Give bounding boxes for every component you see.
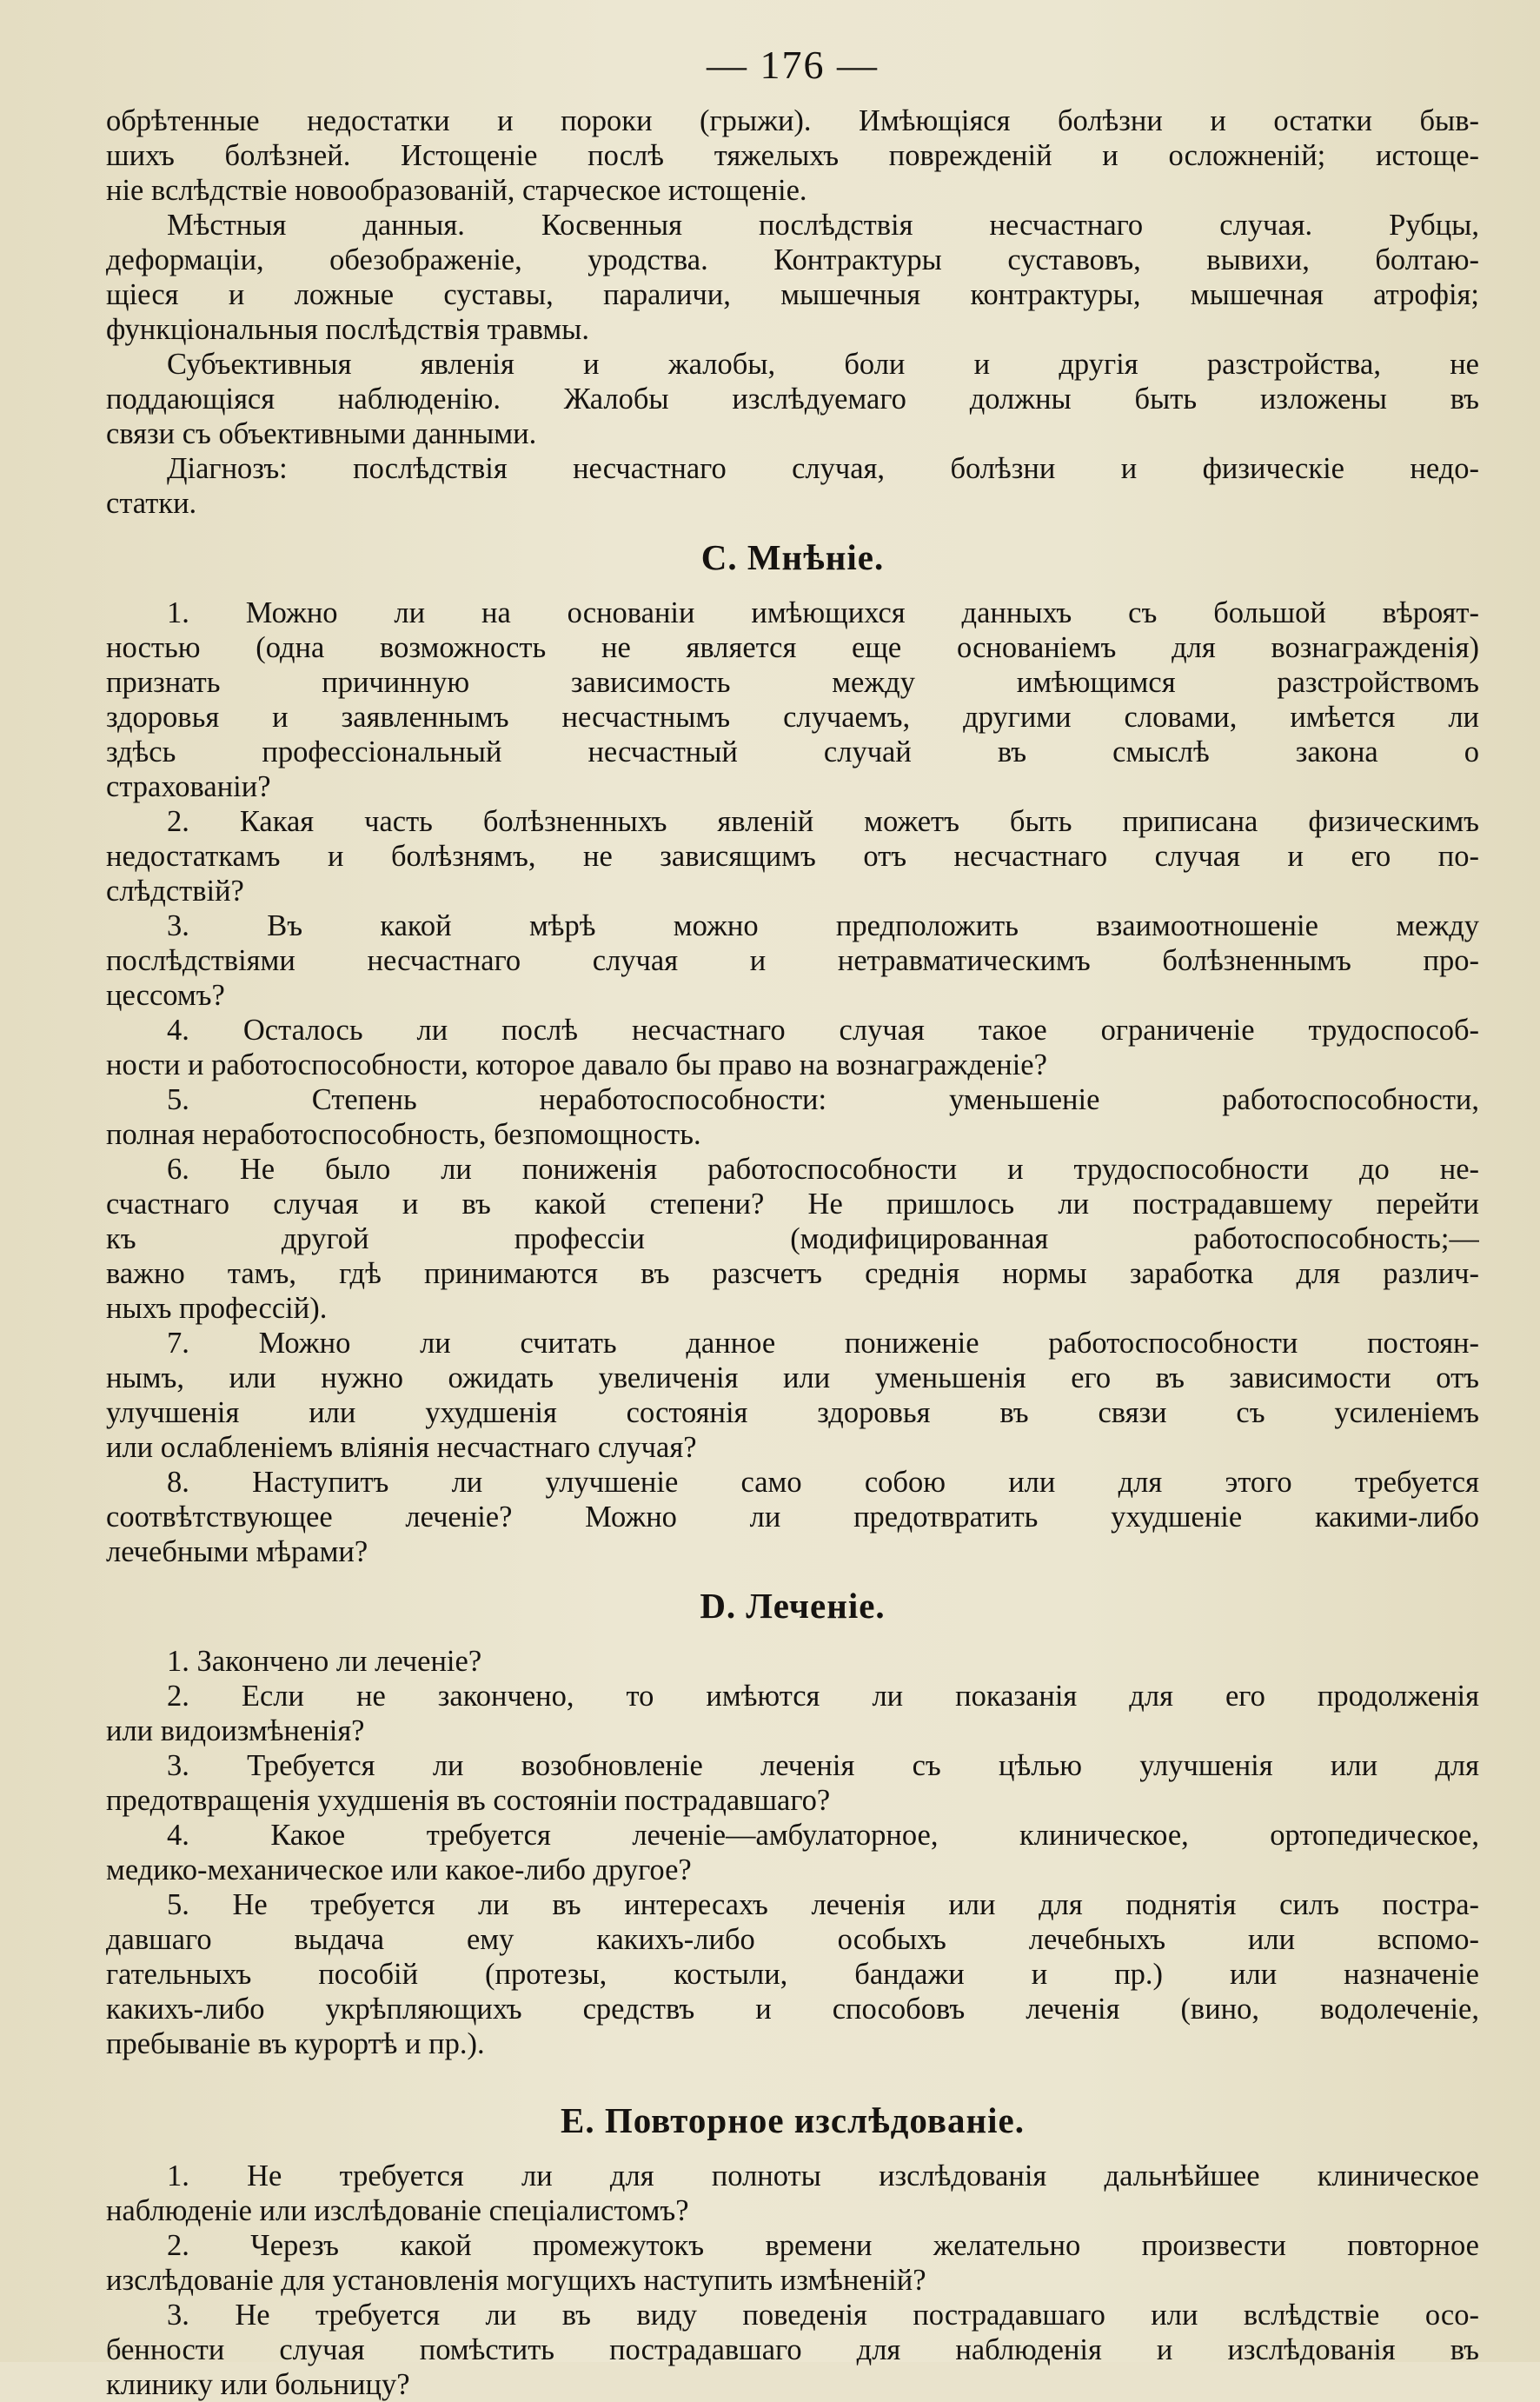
section-reexamination [106, 2159, 1479, 2402]
text-line: недостаткамъ и болѣзнямъ, не зависящимъ отъ несчастнаго случая и его по- [106, 840, 1479, 873]
text-line: 2. Если не закончено, то имѣются ли показанія для его продолженія [167, 1680, 1479, 1713]
text-line: счастнаго случая и въ какой степени? Не пришлось ли пострадавшему перейти [106, 1188, 1479, 1221]
intro-text [106, 103, 1479, 521]
section-heading-opinion: C. Мнѣніе. [700, 537, 885, 577]
text-line: ности и работоспособности, которое давало бы право на вознагражденіе? [106, 1048, 1047, 1081]
text-line: обрѣтенные недостатки и пороки (грыжи). Имѣющіяся болѣзни и остатки быв- [106, 104, 1479, 137]
text-line: 1. Не требуется ли для полноты изслѣдованія дальнѣйшее клиническое [167, 2159, 1479, 2192]
text-line: слѣдствій? [106, 875, 244, 908]
text-line: клинику или больницу? [106, 2368, 410, 2401]
text-line: ностью (одна возможность не является еще основаніемъ для вознагражденія) [106, 631, 1479, 664]
text-line: 5. Степень неработоспособности: уменьшеніе работоспособности, [167, 1083, 1479, 1116]
text-line: бенности случая помѣстить пострадавшаго для наблюденія и изслѣдованія въ [106, 2333, 1479, 2366]
text-line: Діагнозъ: послѣдствія несчастнаго случая, болѣзни и физическіе недо- [167, 452, 1479, 485]
text-line: щіеся и ложные суставы, параличи, мышечныя контрактуры, мышечная атрофія; [106, 278, 1479, 311]
text-line: деформаціи, обезображеніе, уродства. Контрактуры суставовъ, вывихи, болтаю- [106, 243, 1479, 276]
text-line: нымъ, или нужно ожидать увеличенія или уменьшенія его въ зависимости отъ [106, 1361, 1479, 1394]
text-line: 3. Требуется ли возобновленіе леченія съ цѣлью улучшенія или для [167, 1749, 1479, 1782]
text-line: 4. Осталось ли послѣ несчастнаго случая такое ограниченіе трудоспособ- [167, 1014, 1479, 1047]
text-line: 8. Наступитъ ли улучшеніе само собою или для этого требуется [167, 1466, 1479, 1499]
text-line: послѣдствіями несчастнаго случая и нетравматическимъ болѣзненнымъ про- [106, 944, 1479, 977]
text-line: здоровья и заявленнымъ несчастнымъ случаемъ, другими словами, имѣется ли [106, 701, 1479, 734]
text-line: какихъ-либо укрѣпляющихъ средствъ и способовъ леченія (вино, водолеченіе, [106, 1993, 1479, 2026]
text-line: страхованіи? [106, 770, 271, 803]
text-line: предотвращенія ухудшенія въ состояніи пострадавшаго? [106, 1784, 831, 1817]
section-treatment [106, 1644, 1479, 2061]
text-line: функціональныя послѣдствія травмы. [106, 313, 589, 346]
text-line: признать причинную зависимость между имѣющимся разстройствомъ [106, 666, 1479, 699]
page-number: — 176 — [707, 43, 879, 87]
text-line: Мѣстныя данныя. Косвенныя послѣдствія несчастнаго случая. Рубцы, [167, 209, 1479, 242]
text-line: улучшенія или ухудшенія состоянія здоровья въ связи съ усиленіемъ [106, 1396, 1479, 1429]
text-line: 7. Можно ли считать данное пониженіе работоспособности постоян- [167, 1327, 1479, 1360]
text-line: 5. Не требуется ли въ интересахъ леченія или для поднятія силъ постра- [167, 1888, 1479, 1921]
text-line: соотвѣтствующее леченіе? Можно ли предотвратить ухудшеніе какими-либо [106, 1500, 1479, 1534]
text-line: изслѣдованіе для установленія могущихъ наступить измѣненій? [106, 2264, 926, 2297]
text-line: 3. Въ какой мѣрѣ можно предположить взаимоотношеніе между [167, 909, 1479, 942]
text-line: наблюденіе или изслѣдованіе спеціалистомъ? [106, 2194, 689, 2227]
text-line: гательныхъ пособій (протезы, костыли, бандажи и пр.) или назначеніе [106, 1958, 1479, 1991]
section-heading-treatment: D. Леченіе. [700, 1586, 886, 1626]
text-line: 3. Не требуется ли въ виду поведенія пострадавшаго или вслѣдствіе осо- [167, 2299, 1479, 2332]
text-line: 1. Закончено ли леченіе? [167, 1645, 482, 1678]
text-line: ніе вслѣдствіе новообразованій, старческое истощеніе. [106, 174, 807, 207]
text-line: важно тамъ, гдѣ принимаются въ разсчетъ среднія нормы заработка для различ- [106, 1257, 1479, 1290]
text-line: пребываніе въ курортѣ и пр.). [106, 2027, 485, 2060]
text-line: 2. Какая часть болѣзненныхъ явленій можетъ быть приписана физическимъ [167, 805, 1479, 838]
text-line: Субъективныя явленія и жалобы, боли и другія разстройства, не [167, 348, 1479, 381]
text-line: давшаго выдача ему какихъ-либо особыхъ лечебныхъ или вспомо- [106, 1923, 1479, 1956]
text-line: связи съ объективными данными. [106, 417, 537, 450]
text-line: или ослабленіемъ вліянія несчастнаго случая? [106, 1431, 697, 1464]
text-line: цессомъ? [106, 979, 225, 1012]
text-line: поддающіяся наблюденію. Жалобы изслѣдуемаго должны быть изложены въ [106, 383, 1479, 416]
section-heading-reexamination: E. Повторное изслѣдованіе. [560, 2100, 1026, 2140]
text-line: къ другой профессіи (модифицированная работоспособность;— [106, 1222, 1479, 1255]
text-line: или видоизмѣненія? [106, 1714, 365, 1747]
spacer [106, 2061, 1479, 2084]
text-line: статки. [106, 487, 197, 520]
text-line: лечебными мѣрами? [106, 1535, 368, 1568]
text-line: ныхъ профессій). [106, 1292, 328, 1325]
text-line: 6. Не было ли пониженія работоспособности и трудоспособности до не- [167, 1153, 1479, 1186]
text-line: 1. Можно ли на основаніи имѣющихся данныхъ съ большой вѣроят- [167, 596, 1479, 629]
text-line: полная неработоспособность, безпомощность. [106, 1118, 701, 1151]
section-opinion [106, 596, 1479, 1569]
text-line: шихъ болѣзней. Истощеніе послѣ тяжелыхъ поврежденій и осложненій; истоще- [106, 139, 1479, 172]
text-line: 2. Черезъ какой промежутокъ времени желательно произвести повторное [167, 2229, 1479, 2262]
text-line: медико-механическое или какое-либо другое? [106, 1853, 692, 1886]
text-line: здѣсь профессіональный несчастный случай въ смыслѣ закона о [106, 735, 1479, 769]
text-line: 4. Какое требуется леченіе—амбулаторное, клиническое, ортопедическое, [167, 1819, 1479, 1852]
